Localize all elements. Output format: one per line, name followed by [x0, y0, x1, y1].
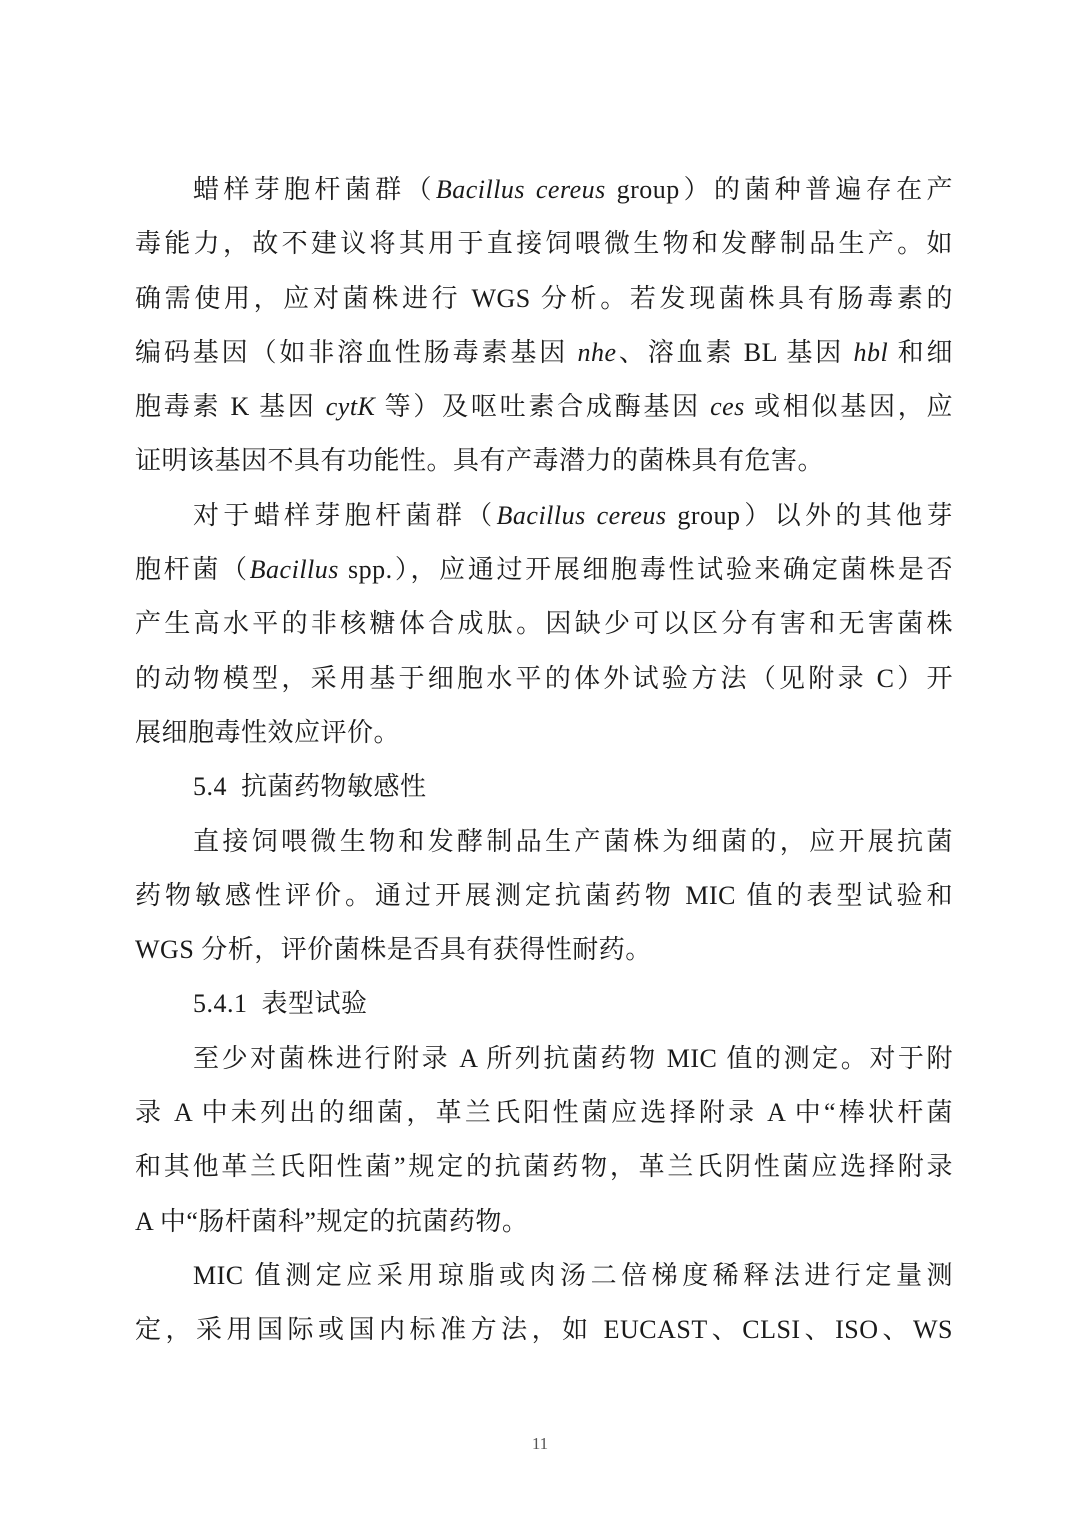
text-line: 确需使用，应对菌株进行 WGS 分析。若发现菌株具有肠毒素的: [135, 283, 953, 313]
text-line: A 中“肠杆菌科”规定的抗菌药物。: [135, 1206, 529, 1236]
italic-term: Bacillus cereus: [435, 175, 606, 204]
paragraph-p1: [135, 163, 953, 489]
italic-term: ces: [710, 392, 745, 422]
text-line: 直接饲喂微生物和发酵制品生产菌株为细菌的，应开展抗菌: [193, 826, 953, 856]
text-line: 定，采用国际或国内标准方法，如 EUCAST、CLSI、ISO、WS: [135, 1315, 953, 1345]
italic-term: Bacillus cereus: [496, 500, 667, 530]
text-line: 药物敏感性评价。通过开展测定抗菌药物 MIC 值的表型试验和: [135, 880, 953, 910]
paragraph-p5: [135, 1249, 953, 1358]
section-title: 表型试验: [261, 989, 368, 1019]
text-line: 产生高水平的非核糖体合成肽。因缺少可以区分有害和无害菌株: [135, 609, 953, 639]
italic-term: hbl: [853, 337, 889, 367]
text-line: 证明该基因不具有功能性。具有产毒潜力的菌株具有危害。: [135, 446, 825, 476]
body-text: [135, 163, 953, 1358]
section-number: 5.4: [193, 772, 227, 802]
text-line: 毒能力，故不建议将其用于直接饲喂微生物和发酵制品生产。如: [135, 229, 953, 259]
text-line: 胞毒素 K 基因 cytK 等）及呕吐素合成酶基因 ces 或相似基因，应: [135, 392, 953, 422]
italic-term: cytK: [325, 392, 376, 422]
text-line: 和其他革兰氏阳性菌”规定的抗菌药物，革兰氏阴性菌应选择附录: [135, 1152, 953, 1182]
section-heading-h541: [135, 977, 953, 1031]
section-number: 5.4.1: [193, 989, 248, 1019]
paragraph-p2: [135, 489, 953, 760]
text-line: 对于蜡样芽胞杆菌群（Bacillus cereus group）以外的其他芽: [193, 500, 953, 530]
text-line: WGS 分析，评价菌株是否具有获得性耐药。: [135, 935, 652, 965]
text-line: 的动物模型，采用基于细胞水平的体外试验方法（见附录 C）开: [135, 663, 953, 693]
text-line: 录 A 中未列出的细菌，革兰氏阳性菌应选择附录 A 中“棒状杆菌: [135, 1098, 953, 1128]
text-line: 编码基因（如非溶血性肠毒素基因 nhe、溶血素 BL 基因 hbl 和细: [135, 337, 953, 367]
text-line: 胞杆菌（Bacillus spp.），应通过开展细胞毒性试验来确定菌株是否: [135, 555, 953, 585]
text-line: 展细胞毒性效应评价。: [135, 717, 401, 747]
page-number: 11: [531, 1434, 549, 1453]
text-line: 蜡样芽胞杆菌群（Bacillus cereus group）的菌种普遍存在产: [193, 175, 953, 204]
text-line: 至少对菌株进行附录 A 所列抗菌药物 MIC 值的测定。对于附: [193, 1043, 953, 1073]
paragraph-p3: [135, 815, 953, 978]
paragraph-p4: [135, 1032, 953, 1249]
section-title: 抗菌药物敏感性: [241, 772, 427, 802]
italic-term: nhe: [577, 337, 617, 367]
text-line: MIC 值测定应采用琼脂或肉汤二倍梯度稀释法进行定量测: [193, 1260, 953, 1290]
italic-term: Bacillus: [249, 555, 339, 585]
section-heading-h54: [135, 760, 953, 814]
